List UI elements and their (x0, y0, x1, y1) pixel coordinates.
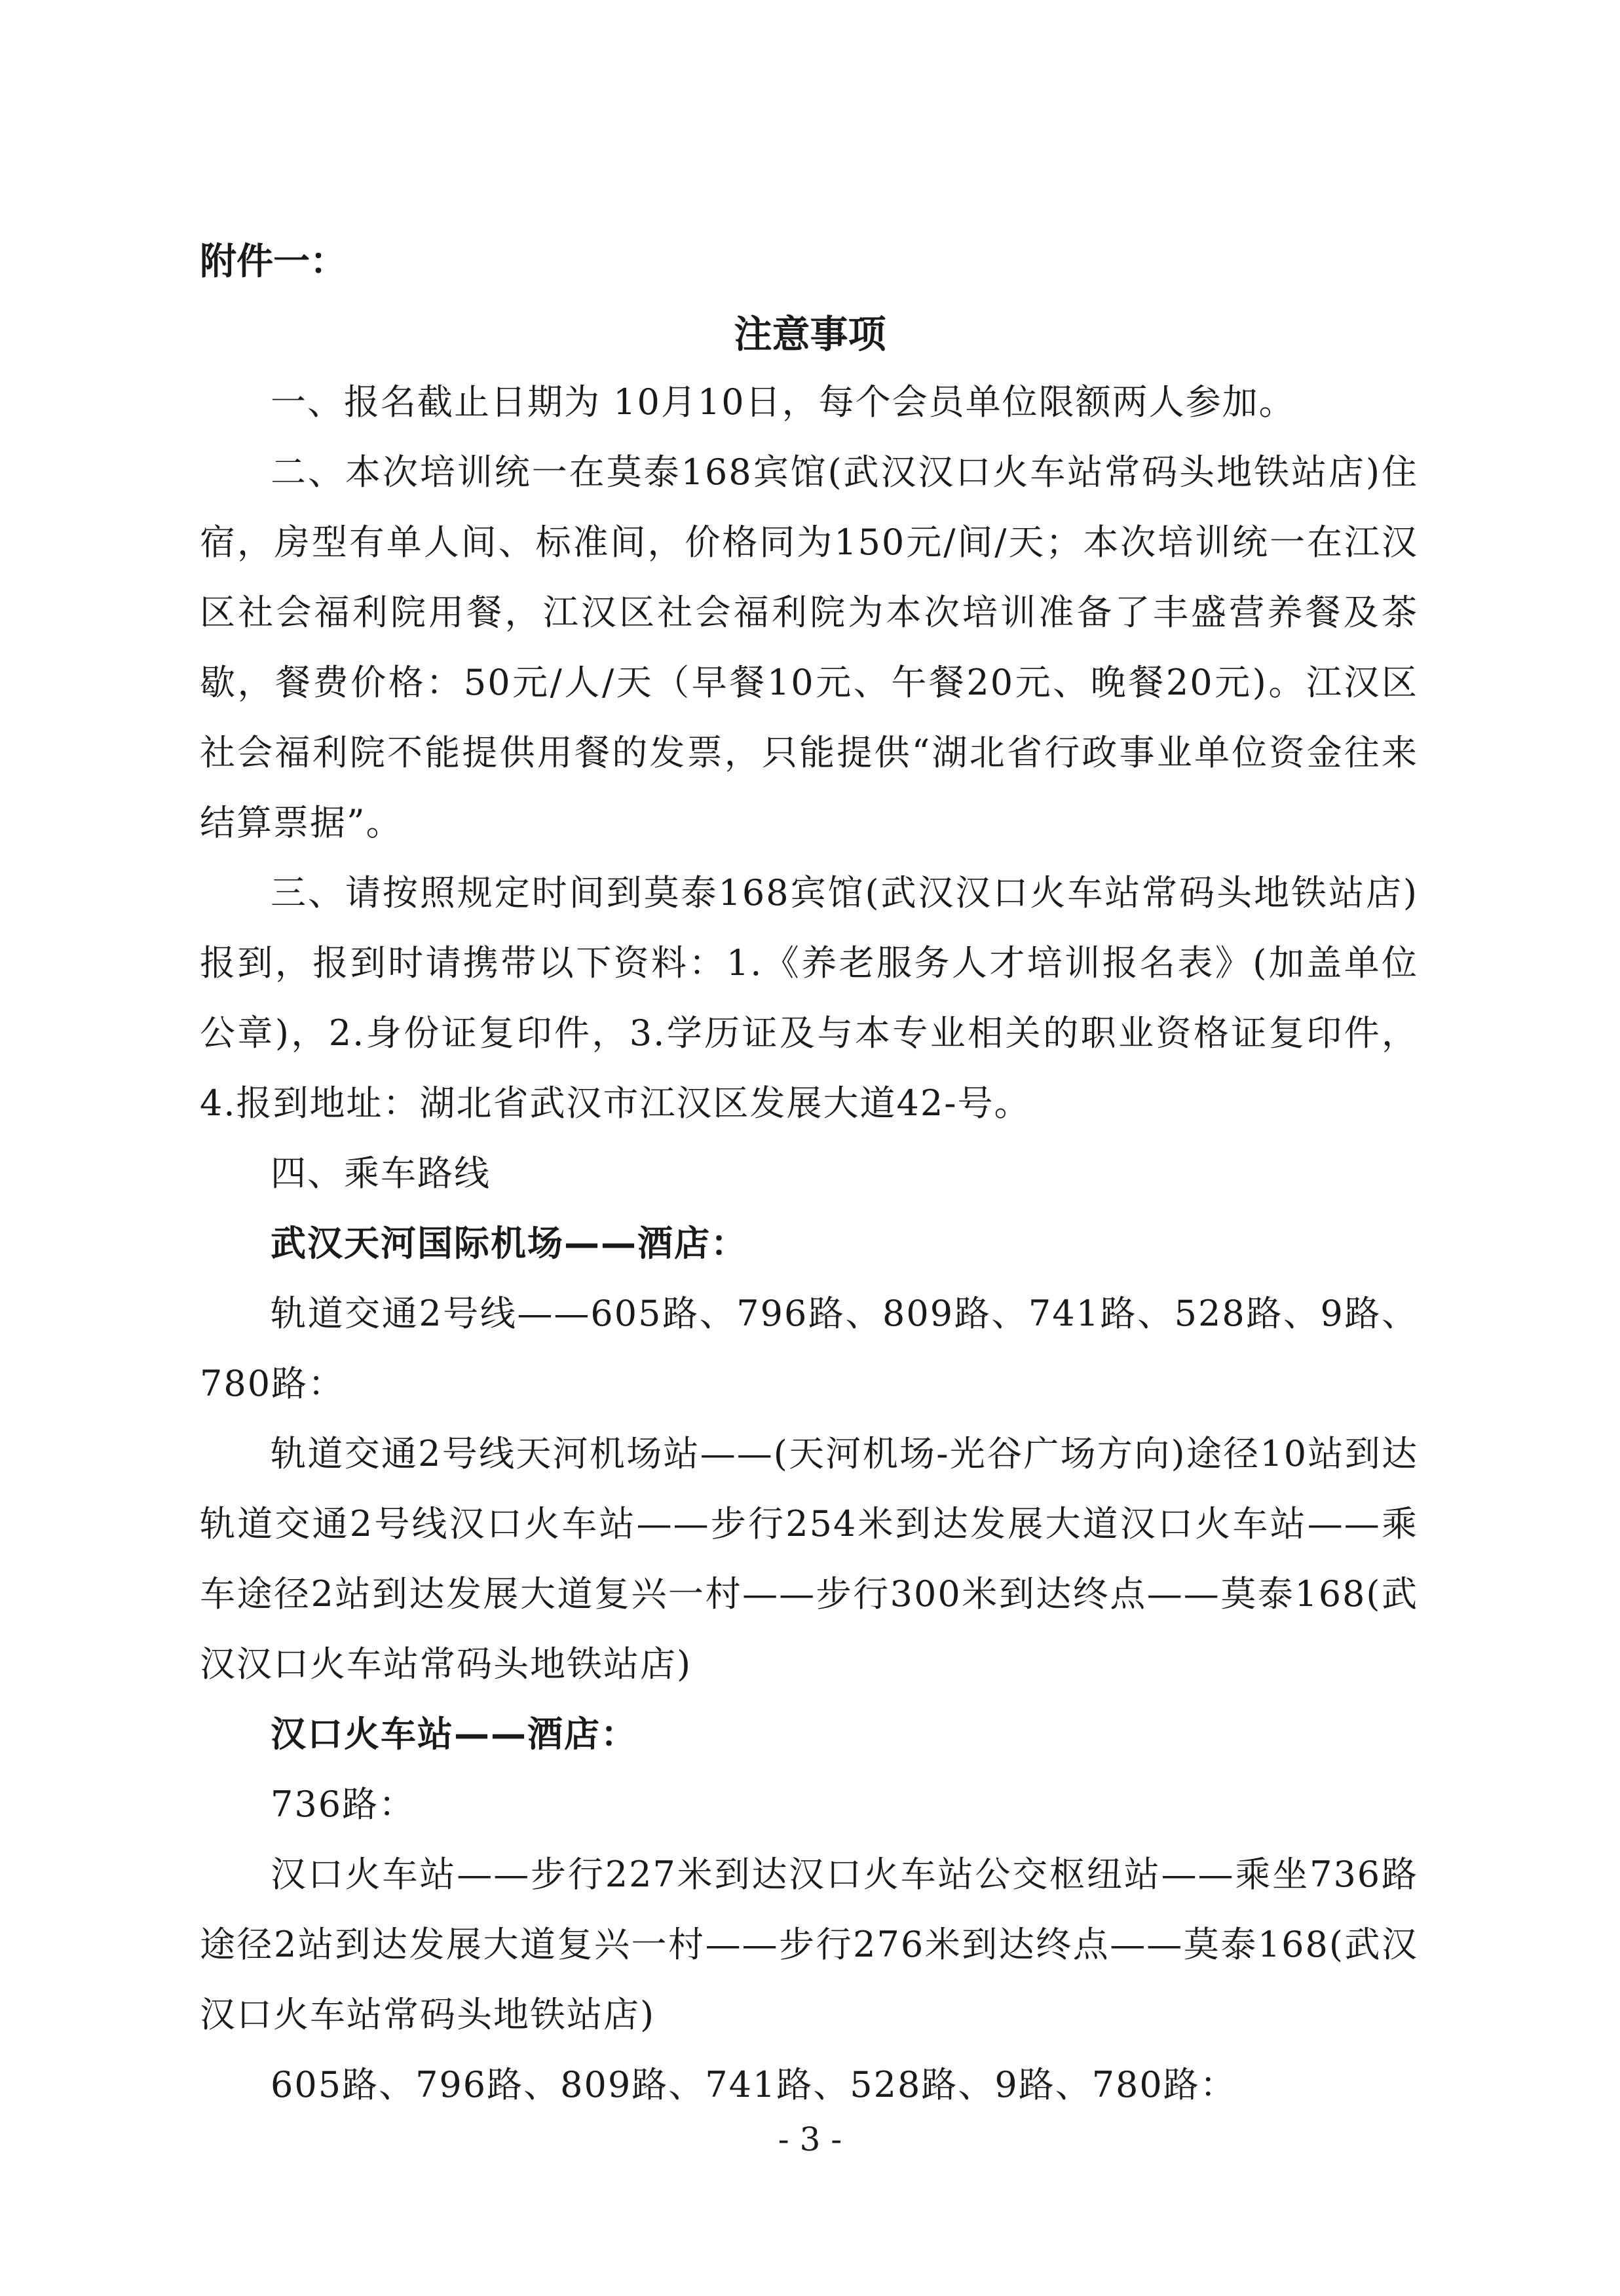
route-heading-airport: 武汉天河国际机场——酒店： (271, 1223, 747, 1264)
page-number: - 3 - (778, 2120, 842, 2158)
route-airport-lines: 轨道交通2号线——605路、796路、809路、741路、528路、9路、780路： (200, 1293, 1418, 1404)
route-railway-detail: 汉口火车站——步行227米到达汉口火车站公交枢纽站——乘坐736路途径2站到达发展大道复兴一村——步行276米到达终点——莫泰168(武汉汉口火车站常码头地铁站店) (200, 1854, 1418, 2035)
route-railway-line: 736路： (271, 1784, 416, 1825)
attachment-label: 附件一： (200, 240, 347, 283)
paragraph-registration: 三、请按照规定时间到莫泰168宾馆(武汉汉口火车站常码头地铁站店)报到，报到时请携带以下资料：1.《养老服务人才培训报名表》(加盖单位公章)，2.身份证复印件，3.学历证及与本专业相关的职业资格证复印件，4.报到地址：湖北省武汉市江汉区发展大道42-号。 (200, 872, 1418, 1124)
document-title: 注意事项 (734, 312, 886, 356)
route-airport-detail: 轨道交通2号线天河机场站——(天河机场-光谷广场方向)途径10站到达轨道交通2号线汉口火车站——步行254米到达发展大道汉口火车站——乘车途径2站到达发展大道复兴一村——步行300米到达终点——莫泰168(武汉汉口火车站常码头地铁站店) (200, 1433, 1418, 1685)
document-body (200, 367, 1418, 2120)
route-heading-railway: 汉口火车站——酒店： (271, 1713, 637, 1755)
route-railway-lines: 605路、796路、809路、741路、528路、9路、780路： (271, 2064, 1237, 2105)
paragraph-routes-heading: 四、乘车路线 (271, 1153, 491, 1194)
paragraph-deadline: 一、报名截止日期为 10月10日，每个会员单位限额两人参加。 (271, 381, 1296, 423)
paragraph-accommodation: 二、本次培训统一在莫泰168宾馆(武汉汉口火车站常码头地铁站店)住宿，房型有单人间、标准间，价格同为150元/间/天；本次培训统一在江汉区社会福利院用餐，江汉区社会福利院为本次培训准备了丰盛营养餐及茶歇，餐费价格：50元/人/天（早餐10元、午餐20元、晚餐20元)。江汉区社会福利院不能提供用餐的发票，只能提供“湖北省行政事业单位资金往来结算票据”。 (200, 451, 1418, 843)
